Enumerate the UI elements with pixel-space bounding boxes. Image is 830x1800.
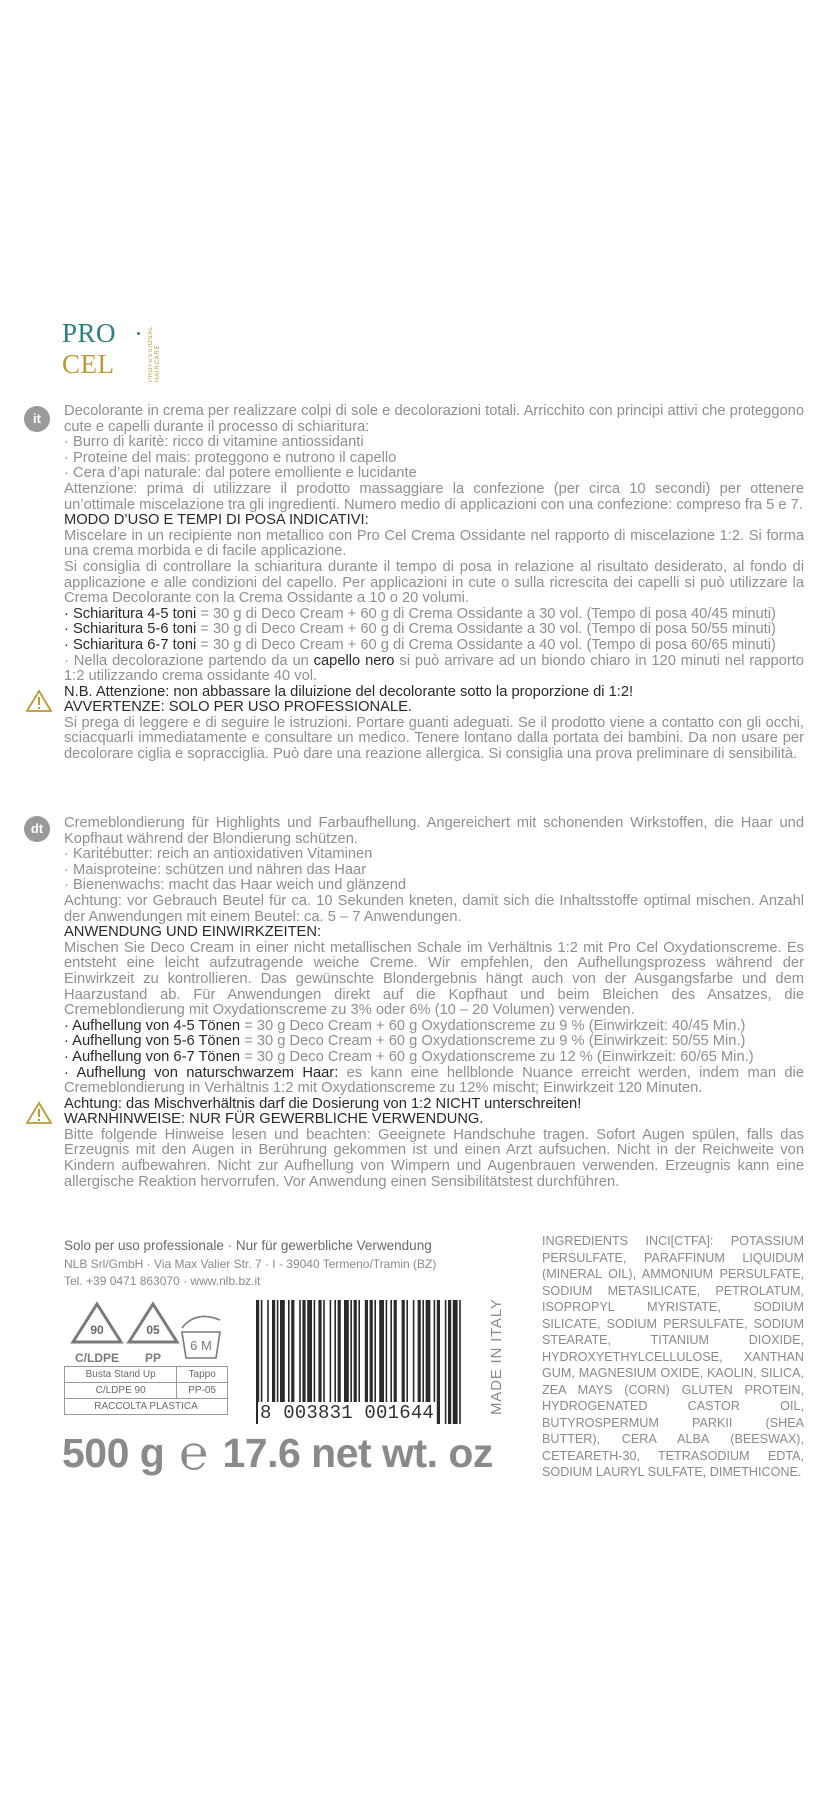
dt-lightening-row — [64, 1050, 804, 1066]
it-benefit: · Proteine del mais: proteggono e nutrono il capello — [64, 449, 397, 466]
dt-benefits-list — [64, 847, 804, 894]
dt-usage-title: ANWENDUNG UND EINWIRKZEITEN: — [64, 924, 322, 941]
dt-black-hair — [64, 1066, 804, 1097]
brand-line1: PRO — [62, 318, 117, 348]
dt-lightening-label: · Aufhellung von 4-5 Tönen — [64, 1017, 241, 1034]
manufacturer-contact: Tel. +39 0471 863070 · www.nlb.bz.it — [64, 1274, 261, 1288]
barcode-number: 8 003831 001644 — [260, 1402, 435, 1424]
recycle-label: C/LDPE — [74, 1351, 119, 1365]
it-lightening-row — [64, 622, 804, 638]
weight-ounces: 17.6 net wt. oz — [222, 1430, 493, 1476]
net-weight — [62, 1427, 493, 1480]
barcode-bar — [437, 1300, 440, 1424]
dt-black-hair-text: es kann eine hellblonde Nuance erreicht werden, indem man die Cremeblondierung in Verhältnis 1:2 mit Oxydationscreme zu 12% mischt; Einwirkzeit 120 Minuten. — [64, 1064, 804, 1097]
recycle-symbol-ldpe — [68, 1300, 126, 1365]
dt-lightening-label: · Aufhellung von 6-7 Tönen — [64, 1048, 241, 1065]
german-section — [64, 816, 804, 1190]
it-lightening-label: · Schiaritura 4-5 toni — [64, 605, 197, 622]
made-in-label: MADE IN ITALY — [488, 1298, 505, 1415]
dt-lightening-list — [64, 1019, 804, 1066]
brand-tagline: PROFESSIONAL HAIRCARE — [148, 325, 161, 382]
dt-lightening-text: = 30 g Deco Cream + 60 g Oxydationscreme zu 12 % (Einwirkzeit: 60/65 Min.) — [240, 1048, 754, 1065]
barcode-bar — [445, 1300, 447, 1424]
recycle-label: PP — [144, 1351, 161, 1365]
estimated-sign-icon: ℮ — [179, 1427, 208, 1480]
table-row — [65, 1367, 228, 1383]
it-black-hair-pre: · Nella decolorazione partendo da un — [64, 652, 314, 669]
brand-line2: CEL — [62, 349, 115, 379]
dt-lightening-row — [64, 1034, 804, 1050]
recycle-triangle-icon — [124, 1300, 182, 1346]
pao-label: 6 M — [190, 1338, 212, 1353]
dt-lightening-text: = 30 g Deco Cream + 60 g Oxydationscreme zu 9 % (Einwirkzeit: 40/45 Min.) — [240, 1017, 746, 1034]
dt-lightening-label: · Aufhellung von 5-6 Tönen — [64, 1033, 241, 1050]
it-usage-p2: Si consiglia di controllare la schiaritura durante il tempo di posa in relazione al risultato desiderato, al fondo di applicazione e alle condizioni del capello. Per applicazioni in cute o sulla ricrescita dei capelli si può utilizzare la Crema Decolorante con la Crema Ossidante a 10 o 20 volumi. — [64, 558, 804, 607]
period-after-opening-icon — [176, 1310, 226, 1360]
language-badge-it: it — [24, 406, 50, 432]
dt-attention: Achtung: vor Gebrauch Beutel für ca. 10 Sekunden kneten, damit sich die Inhaltsstoffe optimal mischen. Anzahl der Anwendungen mit einem Beutel: ca. 5 – 7 Anwendungen. — [64, 892, 804, 925]
dt-benefit: · Karitébutter: reich an antioxidativen Vitaminen — [64, 846, 373, 863]
it-intro: Decolorante in crema per realizzare colpi di sole e decolorazioni totali. Arricchito con principi attivi che proteggono cute e capelli durante il processo di schiaritura: — [64, 403, 804, 435]
barcode-bar — [453, 1300, 458, 1424]
recycle-symbol-pp — [124, 1300, 182, 1365]
barcode-bar — [459, 1300, 461, 1424]
table-cell: RACCOLTA PLASTICA — [65, 1399, 228, 1415]
it-lightening-row — [64, 607, 804, 623]
it-lightening-list — [64, 607, 804, 654]
recycle-triangle-icon — [68, 1300, 126, 1346]
warning-triangle-icon — [26, 1101, 52, 1125]
it-benefits-list — [64, 435, 804, 482]
it-attention: Attenzione: prima di utilizzare il prodotto massaggiare la confezione (per circa 10 secondi) per ottenere un’ottimale miscelazione tra gli ingredienti. Numero medio di applicazioni con una confezione: compreso fra 5 e 7. — [64, 480, 804, 513]
table-cell: PP-05 — [177, 1383, 228, 1399]
italian-section — [64, 404, 804, 763]
warning-triangle-icon — [26, 689, 52, 713]
dt-usage-p1: Mischen Sie Deco Cream in einer nicht metallischen Schale im Verhältnis 1:2 mit Pro Cel Oxydationscreme. Es entsteht eine leicht aufzutragende weiche Creme. Wir empfehlen, den Aufhellungsprozess während der Einwirkzeit zu kontrollieren. Das gewünschte Blondergebnis hängt auch von der Ausgangsfarbe und dem Haarzustand ab. Für Anwendungen direkt auf die Kopfhaut und beim Bleichen des Ansatzes, die Cremeblondierung mit Oxydationscreme zu 3% oder 6% (10 – 20 Volumen) verwenden. — [64, 939, 804, 1019]
table-row — [65, 1383, 228, 1399]
it-lightening-label: · Schiaritura 5-6 toni — [64, 621, 197, 638]
it-lightening-text: = 30 g di Deco Cream + 60 g di Crema Ossidante a 30 vol. (Tempo di posa 50/55 minuti) — [196, 621, 776, 638]
it-warning-title: AVVERTENZE: SOLO PER USO PROFESSIONALE. — [64, 699, 412, 716]
it-black-hair — [64, 654, 804, 685]
dt-benefit: · Bienenwachs: macht das Haar weich und glänzend — [64, 877, 407, 894]
dt-warning-text: Bitte folgende Hinweise lesen und beachten: Geeignete Handschuhe tragen. Sofort Augen spülen, falls das Erzeugnis mit den Augen in Berührung gekommen ist und einen Arzt aufsuchen. Nicht in der Reichweite von Kindern aufbewahren. Nicht zur Aufhellung von Wimpern und Augenbrauen verwenden. Erzeugnis kann eine allergische Reaktion hervorrufen. Vor Anwendung einen Sensibilitätstest durchführen. — [64, 1126, 804, 1190]
weight-grams: 500 g — [62, 1430, 165, 1476]
barcode-bar — [448, 1300, 451, 1424]
it-lightening-text: = 30 g di Deco Cream + 60 g di Crema Ossidante a 40 vol. (Tempo di posa 60/65 minuti) — [196, 636, 776, 653]
dt-lightening-text: = 30 g Deco Cream + 60 g Oxydationscreme zu 9 % (Einwirkzeit: 50/55 Min.) — [240, 1033, 746, 1050]
it-black-hair-em: capello nero — [313, 652, 395, 669]
dt-benefit: · Maisproteine: schützen und nähren das Haar — [64, 861, 367, 878]
table-cell: Busta Stand Up — [65, 1367, 177, 1383]
ingredients-list: INGREDIENTS INCI[CTFA]: POTASSIUM PERSULFATE, PARAFFINUM LIQUIDUM (MINERAL OIL), AMMONIUM PERSULFATE, SODIUM METASILICATE, PETROLATUM, ISOPROPYL MYRISTATE, SODIUM SILICATE, SODIUM PERSULFATE, SODIUM STEARATE, TITANIUM DIOXIDE, HYDROXYETHYLCELLULOSE, XANTHAN GUM, MAGNESIUM OXIDE, KAOLIN, SILICA, ZEA MAYS (CORN) GLUTEN PROTEIN, HYDROGENATED CASTOR OIL, BUTYROSPERMUM PARKII (SHEA BUTTER), CERA ALBA (BEESWAX), CETEARETH-30, TETRASODIUM EDTA, SODIUM LAURYL SULFATE, DIMETHICONE. — [542, 1234, 804, 1479]
it-usage-title: MODO D’USO E TEMPI DI POSA INDICATIVI: — [64, 512, 369, 529]
dt-warning-title: WARNHINWEISE: NUR FÜR GEWERBLICHE VERWENDUNG. — [64, 1111, 484, 1128]
language-badge-dt: dt — [24, 816, 50, 842]
manufacturer-info — [64, 1236, 484, 1290]
packaging-table — [64, 1366, 228, 1415]
it-lightening-text: = 30 g di Deco Cream + 60 g di Crema Ossidante a 30 vol. (Tempo di posa 40/45 minuti) — [196, 605, 776, 622]
dt-warning-block — [64, 1097, 804, 1128]
professional-use-note: Solo per uso professionale · Nur für gewerbliche Verwendung — [64, 1238, 432, 1253]
dt-black-hair-label: · Aufhellung von naturschwarzem Haar: — [64, 1064, 339, 1081]
it-black-hair-post: si può arrivare ad un biondo chiaro in 120 minuti nel rapporto 1:2 utilizzando crema ossidante 40 vol. — [64, 652, 804, 685]
it-lightening-label: · Schiaritura 6-7 toni — [64, 636, 197, 653]
manufacturer-address: NLB Srl/GmbH · Via Max Valier Str. 7 · I - 39040 Termeno/Tramin (BZ) — [64, 1257, 437, 1271]
table-row — [65, 1399, 228, 1415]
it-usage-p1: Miscelare in un recipiente non metallico con Pro Cel Crema Ossidante nel rapporto di miscelazione 1:2. Si forma una crema morbida e di facile applicazione. — [64, 527, 804, 560]
table-cell: C/LDPE 90 — [65, 1383, 177, 1399]
it-warning-text: Si prega di leggere e di seguire le istruzioni. Portare guanti adeguati. Se il prodotto viene a contatto con gli occhi, sciacquarli immediatamente e consultare un medico. Tenere lontano dalla portata dei bambini. Da non usare per decolorare ciglia e sopracciglia. Può dare una reazione allergica. Si consiglia una prova preliminare di sensibilità. — [64, 714, 804, 763]
recycle-code: 05 — [146, 1323, 160, 1337]
it-benefit: · Cera d’api naturale: dal potere emolliente e lucidante — [64, 465, 417, 482]
dt-intro: Cremeblondierung für Highlights und Farbaufhellung. Angereichert mit schonenden Wirkstoffen, die Haar und Kopfhaut während der Blondierung schützen. — [64, 815, 804, 847]
recycle-code: 90 — [90, 1323, 104, 1337]
table-cell: Tappo — [177, 1367, 228, 1383]
dt-nb: Achtung: das Mischverhältnis darf die Dosierung von 1:2 NICHT unterschreiten! — [64, 1095, 582, 1112]
it-benefit: · Burro di karitè: ricco di vitamine antiossidanti — [64, 434, 364, 451]
it-lightening-row — [64, 638, 804, 654]
it-nb: N.B. Attenzione: non abbassare la diluizione del decolorante sotto la proporzione di 1:2! — [64, 683, 634, 700]
it-warning-block — [64, 685, 804, 716]
dt-lightening-row — [64, 1019, 804, 1035]
brand-dot — [137, 332, 140, 335]
